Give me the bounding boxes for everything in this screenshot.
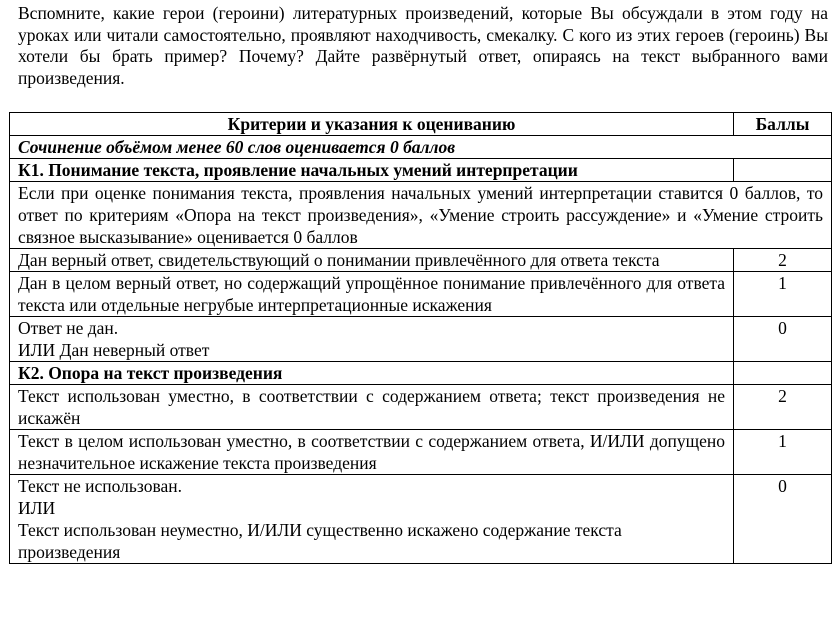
k1-row-text: Дан в целом верный ответ, но содержащий упрощённое понимание привлечённого для ответа текста или отдельные негрубые интерпретационные искажения	[10, 272, 734, 317]
k2-row-line: Текст не использован.	[18, 476, 182, 496]
criteria-table	[9, 112, 832, 564]
k2-row-points: 0	[734, 475, 832, 564]
table-row	[10, 430, 832, 475]
k2-title: К2. Опора на текст произведения	[10, 362, 734, 385]
k1-row-line: Ответ не дан.	[18, 318, 119, 338]
k2-row-line: Текст использован неуместно, И/ИЛИ существенно искажено содержание текста произведения	[18, 520, 622, 562]
k2-row-points: 1	[734, 430, 832, 475]
header-points: Баллы	[734, 113, 832, 136]
table-row	[10, 385, 832, 430]
k2-row-text: Текст в целом использован уместно, в соответствии с содержанием ответа, И/ИЛИ допущено незначительное искажение текста произведения	[10, 430, 734, 475]
k1-row-points: 0	[734, 317, 832, 362]
empty-cell	[734, 362, 832, 385]
k1-row-points: 2	[734, 249, 832, 272]
table-row	[10, 136, 832, 159]
k1-rule: Если при оценке понимания текста, проявления начальных умений интерпретации ставится 0 баллов, то ответ по критериям «Опора на текст произведения», «Умение строить рассуждение» и «Умение строить связное высказывание» оценивается 0 баллов	[10, 182, 832, 249]
k1-row-text	[10, 317, 734, 362]
k1-row-points: 1	[734, 272, 832, 317]
task-prompt: Вспомните, какие герои (героини) литературных произведений, которые Вы обсуждали в этом году на уроках или читали самостоятельно, проявляют находчивость, смекалку. С кого из этих героев (героинь) Вы хотели бы брать пример? Почему? Дайте развёрнутый ответ, опираясь на текст выбранного вами произведения.	[18, 3, 828, 88]
word-count-note: Сочинение объёмом менее 60 слов оценивается 0 баллов	[10, 136, 832, 159]
empty-cell	[734, 159, 832, 182]
table-row	[10, 362, 832, 385]
k2-row-points: 2	[734, 385, 832, 430]
table-header-row	[10, 113, 832, 136]
k2-row-text	[10, 475, 734, 564]
header-criteria: Критерии и указания к оцениванию	[10, 113, 734, 136]
k1-row-line: ИЛИ Дан неверный ответ	[18, 340, 210, 360]
k1-row-text: Дан верный ответ, свидетельствующий о понимании привлечённого для ответа текста	[10, 249, 734, 272]
table-row	[10, 249, 832, 272]
table-row	[10, 182, 832, 249]
table-row	[10, 475, 832, 564]
k2-row-line: ИЛИ	[18, 498, 56, 518]
k1-title: К1. Понимание текста, проявление начальных умений интерпретации	[10, 159, 734, 182]
table-row	[10, 159, 832, 182]
k2-row-text: Текст использован уместно, в соответствии с содержанием ответа; текст произведения не искажён	[10, 385, 734, 430]
table-row	[10, 317, 832, 362]
table-row	[10, 272, 832, 317]
